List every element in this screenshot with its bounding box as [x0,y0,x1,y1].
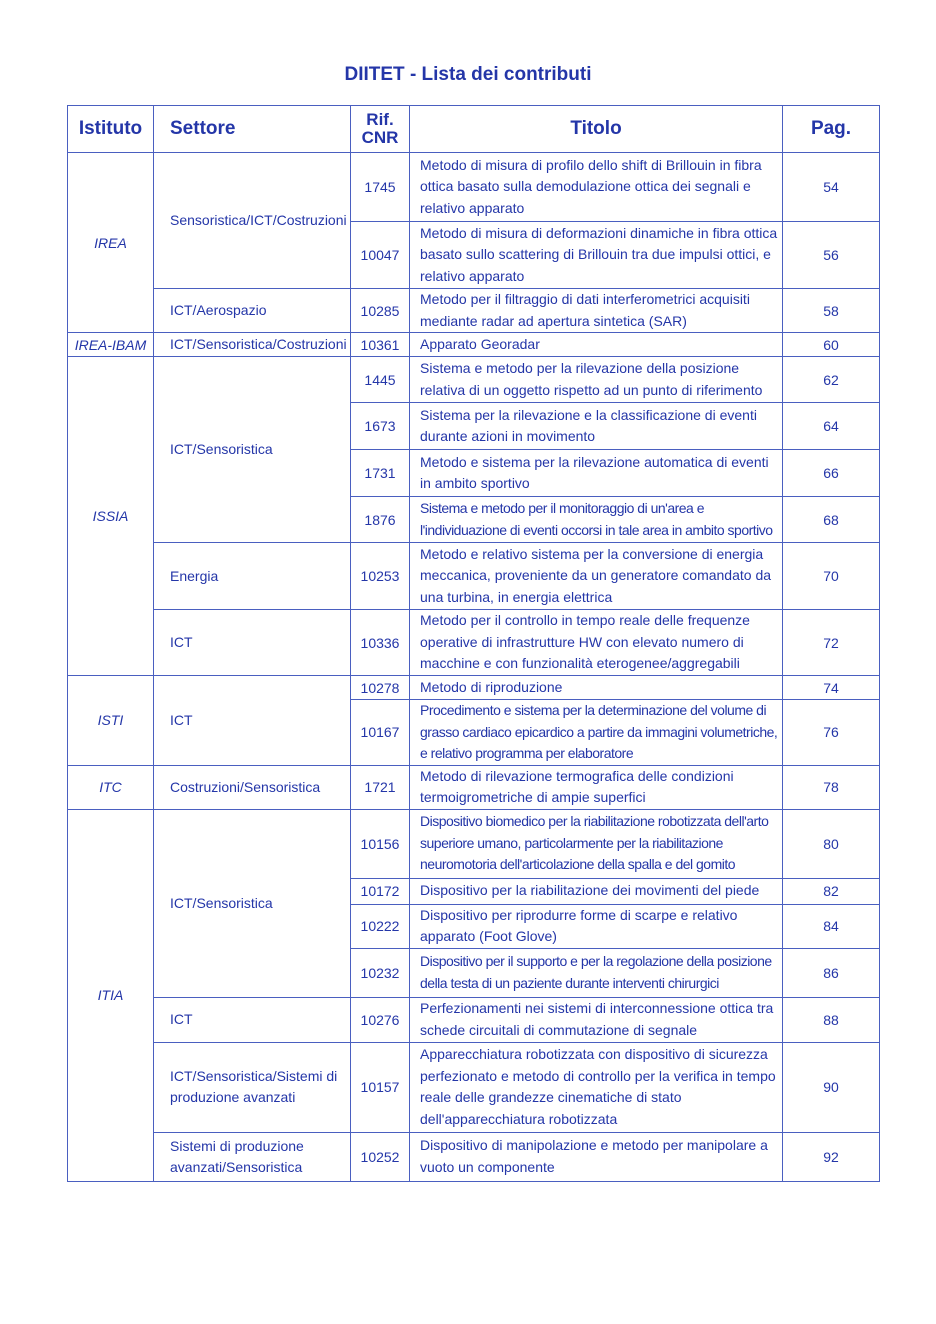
table-row [68,1132,880,1181]
pag-cell: 76 [783,700,880,766]
pag-cell: 74 [783,676,880,700]
pag-cell: 64 [783,403,880,450]
titolo-cell: Perfezionamenti nei sistemi di interconnessione ottica tra schede circuitali di commutazione di segnale [410,997,783,1042]
rif-cell: 1731 [351,450,410,497]
table-row [68,153,880,222]
settore-cell: ICT [154,676,351,766]
settore-cell: ICT/Aerospazio [154,289,351,333]
pag-cell: 60 [783,333,880,357]
rif-cell: 10336 [351,610,410,676]
pag-cell: 58 [783,289,880,333]
pag-cell: 86 [783,948,880,997]
titolo-cell: Dispositivo biomedico per la riabilitazione robotizzata dell'arto superiore umano, particolarmente per la riabilitazione neuromotoria dell'articolazione della spalla e del gomito [410,809,783,878]
pag-cell: 84 [783,904,880,948]
titolo-cell: Sistema per la rilevazione e la classificazione di eventi durante azioni in movimento [410,403,783,450]
pag-cell: 68 [783,497,880,543]
settore-cell: Energia [154,543,351,610]
titolo-cell: Apparecchiatura robotizzata con dispositivo di sicurezza perfezionato e metodo di controllo per la verifica in tempo reale delle grandezze cinematiche di stato dell'apparecchiatura robotizzata [410,1042,783,1132]
table-row [68,543,880,610]
page-title: DIITET - Lista dei contributi [344,64,592,85]
rif-cell: 10252 [351,1132,410,1181]
titolo-cell: Metodo di misura di profilo dello shift di Brillouin in fibra ottica basato sulla demodulazione ottica dei segnali e relativo apparato [410,153,783,222]
pag-cell: 82 [783,878,880,904]
pag-cell: 92 [783,1132,880,1181]
rif-cell: 1876 [351,497,410,543]
titolo-cell: Apparato Georadar [410,333,783,357]
settore-cell: ICT [154,997,351,1042]
rif-cell: 1745 [351,153,410,222]
table-row [68,1042,880,1132]
rif-cell: 10285 [351,289,410,333]
settore-cell: Sistemi di produzione avanzati/Sensoristica [154,1132,351,1181]
rif-cell: 1721 [351,765,410,809]
istituto-cell: ITC [68,765,154,809]
pag-cell: 66 [783,450,880,497]
rif-cell: 10047 [351,222,410,289]
pag-cell: 70 [783,543,880,610]
rif-cell: 10361 [351,333,410,357]
rif-cell: 10232 [351,948,410,997]
table-row [68,997,880,1042]
titolo-cell: Metodo di misura di deformazioni dinamiche in fibra ottica basato sullo scattering di Brillouin tra due impulsi ottici, e relativo apparato [410,222,783,289]
titolo-cell: Dispositivo per la riabilitazione dei movimenti del piede [410,878,783,904]
titolo-cell: Metodo di rilevazione termografica delle condizioni termoigrometriche di ampie superfici [410,765,783,809]
rif-cell: 1445 [351,357,410,403]
settore-cell: ICT/Sensoristica [154,357,351,543]
header-settore: Settore [154,106,351,153]
pag-cell: 78 [783,765,880,809]
pag-cell: 88 [783,997,880,1042]
rif-cell: 10172 [351,878,410,904]
header-pag: Pag. [783,106,880,153]
pag-cell: 72 [783,610,880,676]
table-row [68,357,880,403]
pag-cell: 56 [783,222,880,289]
table-row [68,289,880,333]
titolo-cell: Dispositivo per riprodurre forme di scarpe e relativo apparato (Foot Glove) [410,904,783,948]
titolo-cell: Metodo e sistema per la rilevazione automatica di eventi in ambito sportivo [410,450,783,497]
rif-cell: 10278 [351,676,410,700]
table-header-row [68,106,880,153]
header-titolo: Titolo [410,106,783,153]
rif-cell: 1673 [351,403,410,450]
settore-cell: ICT/Sensoristica [154,809,351,997]
pag-cell: 90 [783,1042,880,1132]
table-row [68,333,880,357]
istituto-cell: ITIA [68,809,154,1181]
table-row [68,610,880,676]
pag-cell: 62 [783,357,880,403]
istituto-cell: IREA-IBAM [68,333,154,357]
settore-cell: Costruzioni/Sensoristica [154,765,351,809]
settore-cell: ICT/Sensoristica/Costruzioni [154,333,351,357]
istituto-cell: ISSIA [68,357,154,676]
titolo-cell: Metodo per il filtraggio di dati interferometrici acquisiti mediante radar ad apertura sintetica (SAR) [410,289,783,333]
titolo-cell: Dispositivo di manipolazione e metodo per manipolare a vuoto un componente [410,1132,783,1181]
rif-cell: 10156 [351,809,410,878]
titolo-cell: Procedimento e sistema per la determinazione del volume di grasso cardiaco epicardico a partire da immagini volumetriche, e relativo programma per elaboratore [410,700,783,766]
pag-cell: 80 [783,809,880,878]
rif-cell: 10157 [351,1042,410,1132]
table-row [68,676,880,700]
header-rif-cnr: Rif. CNR [351,106,410,153]
rif-cell: 10253 [351,543,410,610]
contributions-table [67,105,880,1182]
settore-cell: Sensoristica/ICT/Costruzioni [154,153,351,289]
titolo-cell: Sistema e metodo per il monitoraggio di un'area e l'individuazione di eventi occorsi in tale area in ambito sportivo [410,497,783,543]
titolo-cell: Metodo di riproduzione [410,676,783,700]
table-row [68,809,880,878]
rif-cell: 10167 [351,700,410,766]
istituto-cell: IREA [68,153,154,333]
header-istituto: Istituto [68,106,154,153]
settore-cell: ICT/Sensoristica/Sistemi di produzione avanzati [154,1042,351,1132]
titolo-cell: Metodo per il controllo in tempo reale delle frequenze operative di infrastrutture HW con elevato numero di macchine e con funzionalità eterogenee/aggregabili [410,610,783,676]
titolo-cell: Metodo e relativo sistema per la conversione di energia meccanica, proveniente da un generatore comandato da una turbina, in energia elettrica [410,543,783,610]
rif-cell: 10222 [351,904,410,948]
titolo-cell: Sistema e metodo per la rilevazione della posizione relativa di un oggetto rispetto ad un punto di riferimento [410,357,783,403]
rif-cell: 10276 [351,997,410,1042]
settore-cell: ICT [154,610,351,676]
istituto-cell: ISTI [68,676,154,766]
titolo-cell: Dispositivo per il supporto e per la regolazione della posizione della testa di un paziente durante interventi chirurgici [410,948,783,997]
pag-cell: 54 [783,153,880,222]
table-row [68,765,880,809]
